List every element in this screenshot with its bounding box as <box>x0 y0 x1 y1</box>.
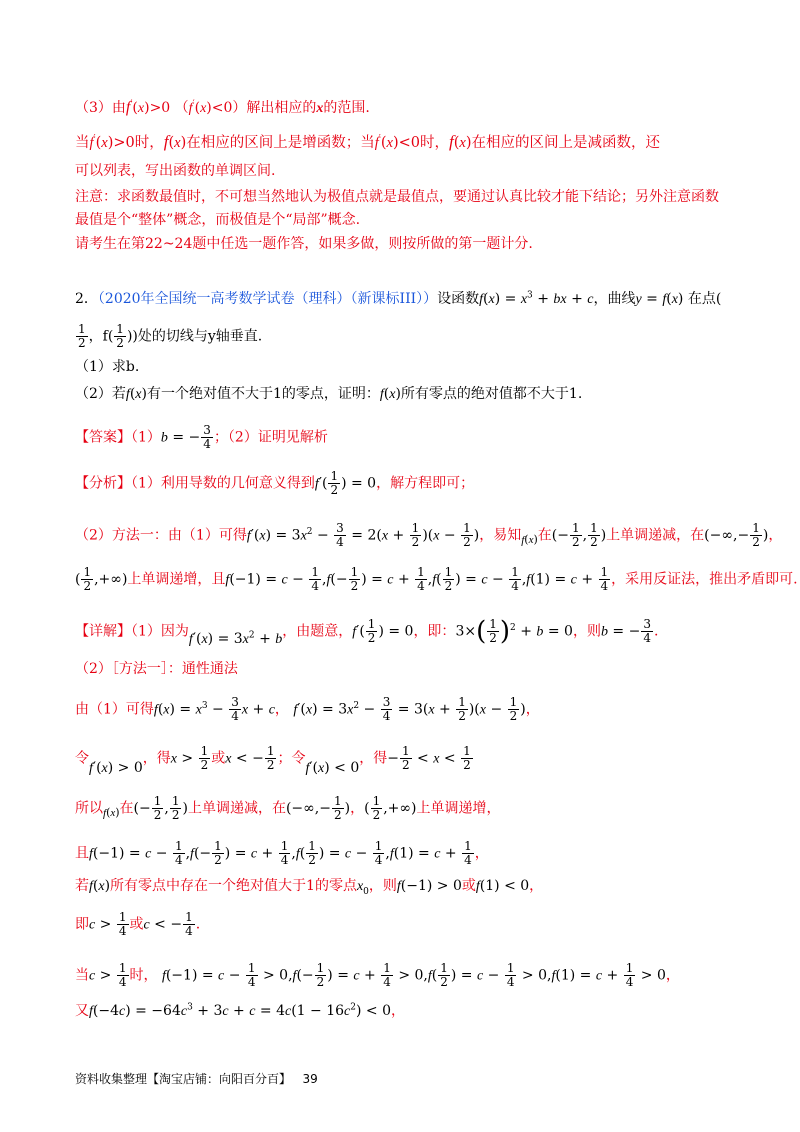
text: 若 <box>75 878 89 894</box>
text: ，采用反证法，推出矛盾即可. <box>611 571 798 588</box>
text: 或 <box>461 878 476 894</box>
text: 上单调递减，在 <box>187 800 286 817</box>
text: （2）方法一：由（1）可得 <box>75 527 247 544</box>
question-source: （2020年全国统一高考数学试卷（理科）（新课标III）） <box>97 291 438 307</box>
text: ，得 <box>142 750 171 767</box>
line-method-step3: （3）由f′(x)>0 （f′(x)<0）解出相应的x的范围. <box>75 99 370 116</box>
text: ， <box>768 527 783 544</box>
text: 即 <box>75 916 89 933</box>
answer-line: 【答案】（1）b = − $\frac{3}{4}$ ；（2）证明见解析 <box>75 423 328 451</box>
text: ， <box>274 701 289 718</box>
text: ， <box>390 1003 405 1019</box>
text: ，则 <box>368 878 397 894</box>
text: 在点( <box>687 291 722 307</box>
text: （2）若 <box>75 386 126 402</box>
text: ))处的切线与y轴垂直. <box>126 328 263 345</box>
question-2-line-2: $\frac{1}{2}$ ，f( $\frac{1}{2}$ ))处的切线与y轴垂直. <box>78 322 263 350</box>
text: ，由题意， <box>282 623 353 640</box>
text: ， <box>665 967 680 984</box>
analysis-line-3: ( $\frac{1}{2}$ ,+∞)上单调递增，且f(−1) = c − $\frac{1}{4}$ ,f(− $\frac{1}{2}$ ) = c + $\frac{1}{4}$ ,f( $\frac{1}{2}$ ) = c − $\frac{1}{4}$ ,f(1) = c + $\frac{1}{4}$ ，采用反证法，推出矛盾即可. <box>75 565 798 593</box>
text: 在 <box>119 800 134 817</box>
text: ；令 <box>277 750 306 767</box>
text: （3）由 <box>75 100 126 116</box>
line-list-table: 可以列表，写出函数的单调区间. <box>75 163 276 179</box>
text: 或 <box>129 916 144 933</box>
solution-line-8: 又$f(-4c) = -64c^3 + 3c + c = 4c(1 - 16c^2) < 0$， <box>75 1002 405 1019</box>
text: ，解方程即可； <box>376 475 475 492</box>
text: （1）利用导数的几何意义得到 <box>131 475 315 492</box>
page-footer <box>75 1070 318 1087</box>
text: 在相应的区间上是减函数，还 <box>471 135 660 151</box>
solution-line-4: 且f(−1) = c − $\frac{1}{4}$ ,f(− $\frac{1}{2}$ ) = c + $\frac{1}{4}$ ,f( $\frac{1}{2}$ ) = c − $\frac{1}{4}$ ,f(1) = c + $\frac{1}{4}$ ， <box>75 839 489 867</box>
question-2-part-1: （1）求b. <box>75 359 140 375</box>
page-number: 39 <box>302 1072 318 1086</box>
answer-tag: 【答案】 <box>75 429 131 446</box>
text: ， <box>350 800 365 817</box>
text: 所以 <box>75 800 103 817</box>
solution-line-7: 当c > $\frac{1}{4}$ 时， f(−1) = c − $\frac{1}{4}$ > 0,f(− $\frac{1}{2}$ ) = c + $\frac{1}{4}$ > 0,f( $\frac{1}{2}$ ) = c − $\frac{1}{4}$ > 0,f(1) = c + $\frac{1}{4}$ > 0， <box>75 961 680 989</box>
solution-line-1: 由（1）可得$f(x) = x^3$ − $\frac{3}{4}$ x + c， $f'(x) = 3x^2$ − $\frac{3}{4}$ = 3(x + $\frac{1}{2}$ )(x − $\frac{1}{2}$ )， <box>75 695 540 723</box>
line-note-2: 最值是个“整体”概念，而极值是个“局部”概念. <box>75 212 361 228</box>
detail-line-1: 【详解】（1）因为$f'(x) = 3x^2 + b$，由题意，f′( $\frac{1}{2}$ ) = 0，即：3×( $\frac{1}{2}$ )$^2$ + b = 0，则b = − $\frac{3}{4}$ . <box>75 616 659 647</box>
text: ， <box>525 701 540 718</box>
text: 在 <box>537 527 552 544</box>
text: 上单调递增，且 <box>127 571 226 588</box>
analysis-tag: 【分析】 <box>75 475 131 492</box>
text: 又 <box>75 1003 89 1019</box>
text: 上单调递减，在 <box>606 527 705 544</box>
text: 的范围. <box>323 100 370 116</box>
text: 当 <box>75 135 90 151</box>
text: 在相应的区间上是增函数；当 <box>186 135 375 151</box>
question-number: 2． <box>75 291 98 307</box>
text: 时， <box>134 135 164 151</box>
text: . <box>653 623 659 640</box>
solution-line-3: 所以$_{f(x)}$在(− $\frac{1}{2}$ , $\frac{1}{2}$ )上单调递减，在(−∞,− $\frac{1}{2}$ )，( $\frac{1}{2}$ ,+∞)上单调递增， <box>75 794 501 822</box>
line-monotonic-explanation: 当f′(x)>0时，f(x)在相应的区间上是增函数；当f′(x)<0时，f(x)在相应的区间上是减函数，还 <box>75 132 660 151</box>
text: 令 <box>75 750 89 767</box>
text: ；（2）证明见解析 <box>213 429 328 446</box>
text: 有一个绝对值不大于1的零点，证明： <box>146 386 380 402</box>
solution-line-6: 即c > $\frac{1}{4}$ 或c < − $\frac{1}{4}$ . <box>75 910 201 938</box>
analysis-line-2: （2）方法一：由（1）可得$f'(x) = 3x^2$ − $\frac{3}{4}$ = 2(x + $\frac{1}{2}$ )(x − $\frac{1}{2}$ )，易知$_{f(x)}$在(− $\frac{1}{2}$ , $\frac{1}{2}$ )上单调递减，在(−∞,− $\frac{1}{2}$ )， <box>75 521 783 549</box>
text: ，曲线 <box>593 291 636 307</box>
text: 时， <box>419 135 449 151</box>
text: ，得 <box>359 750 388 767</box>
line-note-3: 请考生在第22~24题中任选一题作答，如果多做，则按所做的第一题计分. <box>75 236 533 252</box>
text: ，f( <box>88 328 114 345</box>
text: 时， <box>129 967 158 984</box>
question-2-line-1: 2．（2020年全国统一高考数学试卷（理科）（新课标III））设函数$f(x) = x^3$ + bx + c，曲线y = f(x) 在点( <box>75 290 722 307</box>
text: 当 <box>75 967 89 984</box>
text: （1）因为 <box>131 623 189 640</box>
text: 设函数 <box>437 291 480 307</box>
text: . <box>195 916 201 933</box>
detail-tag: 【详解】 <box>75 623 131 640</box>
text: ，即： <box>413 623 456 640</box>
text: 上单调递增， <box>416 800 501 817</box>
text: ， <box>474 845 489 862</box>
text: （1） <box>131 429 161 446</box>
text: 所有零点中存在一个绝对值大于1的零点 <box>110 878 357 894</box>
footer-text: 资料收集整理【淘宝店铺：向阳百分百】 <box>75 1072 292 1086</box>
solution-line-2: 令f′(x) > 0，得x > $\frac{1}{2}$ 或x < − $\frac{1}{2}$ ；令f′(x) < 0，得− $\frac{1}{2}$ < x < $\frac{1}{2}$ <box>75 744 471 776</box>
text: 由（1）可得 <box>75 701 154 718</box>
text: 且 <box>75 845 89 862</box>
text: 或 <box>211 750 226 767</box>
analysis-line-1: 【分析】（1）利用导数的几何意义得到f′( $\frac{1}{2}$ ) = 0，解方程即可； <box>75 469 475 497</box>
solution-line-5: 若f(x)所有零点中存在一个绝对值大于1的零点$x_0$，则f(−1) > 0或f(1) < 0， <box>75 878 544 897</box>
text: （ <box>174 100 189 116</box>
line-note-1: 注意：求函数最值时，不可想当然地认为极值点就是最值点，要通过认真比较才能下结论；另外注意函数 <box>75 189 719 205</box>
text: 所有零点的绝对值都不大于1. <box>400 386 583 402</box>
question-2-part-2: （2）若f(x)有一个绝对值不大于1的零点，证明：f(x)所有零点的绝对值都不大于1. <box>75 386 583 402</box>
method-one-heading: （2）［方法一］：通性通法 <box>75 661 238 677</box>
text: ， <box>529 878 544 894</box>
text: ，则 <box>572 623 601 640</box>
text: ，易知 <box>479 527 522 544</box>
text: ）解出相应的 <box>232 100 317 116</box>
